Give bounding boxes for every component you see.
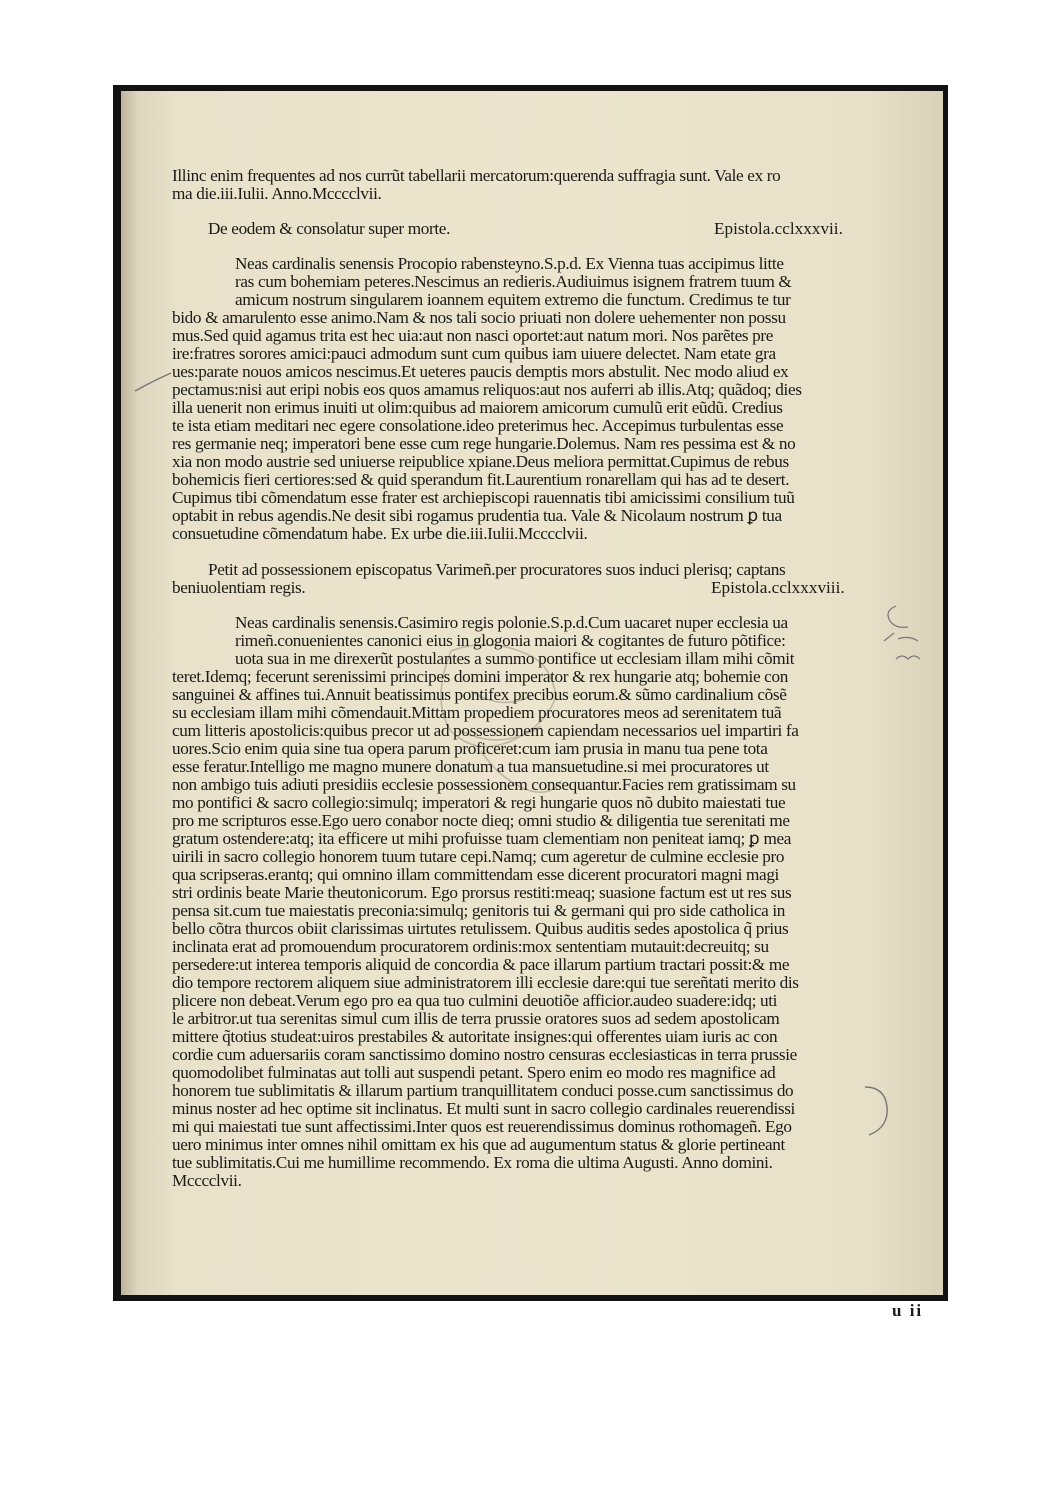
text-line: persedere:ut interea temporis aliquid de concordia & pace illarum partium tractari possit:& me	[172, 955, 790, 974]
text-line: uero minimus inter omnes nihil omittam ex his que ad augumentum status & glorie pertineant	[172, 1135, 785, 1154]
text-line: pectamus:nisi aut eripi nobis eos quos amamus reliquos:aut nos auferri ab illis.Atq; quãdoq; dies	[172, 380, 802, 399]
text-line: uota sua in me direxerũt postulantes a summo pontifice ut ecclesiam illam mihi cõmit	[235, 649, 795, 668]
text-line: Neas cardinalis senensis Procopio rabensteyno.S.p.d. Ex Vienna tuas accipimus litte	[235, 254, 784, 273]
text-line: pro me scripturos esse.Ego uero conabor nocte dieq; omni studio & diligentia tue serenitati me	[172, 811, 790, 830]
text-line: ire:fratres sorores amici:pauci admodum sunt cum quibus iam uiuere delectet. Nam etate gra	[172, 344, 776, 363]
epistle-number: Epistola.cclxxxvii.	[714, 219, 843, 238]
text-line: stri ordinis beate Marie theutonicorum. Ego prorsus restiti:meaq; suasione factum est ut res sus	[172, 883, 792, 902]
text-line: cordie cum aduersariis coram sanctissimo domino nostro censuras ecclesiasticas in terra prussie	[172, 1045, 797, 1064]
margin-annotation	[133, 361, 173, 401]
signature-mark: u ii	[892, 1301, 924, 1320]
text-line: bello cõtra thurcos obiit clarissimas uirtutes retulissem. Quibus auditis sedes apostolica q̃ prius	[172, 919, 789, 938]
text-line: qua scripseras.erantq; qui omnino illam committendam esse dicerent procuratori magni magi	[172, 865, 779, 884]
text-line: mus.Sed quid agamus trita est hec uia:aut non nasci oportet:aut natum mori. Nos parẽtes pre	[172, 326, 774, 345]
text-line: plicere non debeat.Verum ego pro ea qua tuo culmini deuotiõe afficior.audeo suadere:idq; uti	[172, 991, 778, 1010]
text-line: uirili in sacro collegio honorem tuum tutare cepi.Namq; cum ageretur de culmine ecclesie pro	[172, 847, 785, 866]
text-line: bohemicis fieri certiores:sed & quid sperandum fit.Laurentium ronarellam qui has ad te desert.	[172, 470, 790, 489]
letter-title: Petit ad possessionem episcopatus Varimeñ.per procuratores suos induci plerisq; captans	[208, 560, 786, 579]
text-line: teret.Idemq; fecerunt serenissimi principes domini imperator & rex hungarie atq; bohemie con	[172, 667, 788, 686]
text-line: cum litteris apostolicis:quibus precor ut ad possessionem capiendam necessarios uel impartiri fa	[172, 721, 799, 740]
text-line: ues:parate nouos amicos nescimus.Et ueteres paucis demptis mors abstulit. Nec modo aliud ex	[172, 362, 789, 381]
text-line: uores.Scio enim quia sine tua opera parum proficeret:cum iam prusia in manu tua pene tota	[172, 739, 768, 758]
text-line: pensa sit.cum tue maiestatis preconia:simulq; genitoris tui & germani qui pro side catholica in	[172, 901, 786, 920]
text-line: mittere q̃totius studeat:uiros prestabiles & autoritate insignes:qui offerentes uiam iuris ac con	[172, 1027, 778, 1046]
margin-annotation	[859, 1081, 899, 1141]
text-line: minus noster ad hec optime sit inclinatus. Et multi sunt in sacro collegio cardinales reuerendissi	[172, 1099, 795, 1118]
text-line: optabit in rebus agendis.Ne desit sibi rogamus prudentia tua. Vale & Nicolaum nostrum ꝑ tua	[172, 506, 782, 525]
text-line: Mcccclvii.	[172, 1171, 242, 1190]
text-line: consuetudine cõmendatum habe. Ex urbe die.iii.Iulii.Mcccclvii.	[172, 524, 588, 543]
text-line: Neas cardinalis senensis.Casimiro regis polonie.S.p.d.Cum uacaret nuper ecclesia ua	[235, 613, 788, 632]
letter-title: beniuolentiam regis.	[172, 578, 306, 597]
text-line: illa uenerit non erimus inuiti ut olim:quibus ad maiorem amicorum cumulũ erit eũdũ. Credius	[172, 398, 783, 417]
text-line: gratum ostendere:atq; ita efficere ut mihi profuisse tuam clementiam non peniteat iamq; ꝑ mea	[172, 829, 792, 848]
text-line: Cupimus tibi cõmendatum esse frater est archiepiscopi rauennatis tibi amicissimi consilium tuũ	[172, 488, 795, 507]
margin-annotation	[876, 601, 936, 671]
text-line: bido & amarulento esse animo.Nam & nos tali socio priuati non dolere uehementer non possu	[172, 308, 786, 327]
text-line: inclinata erat ad promouendum procuratorem ordinis:mox sententiam mutauit:decreuitq; su	[172, 937, 769, 956]
text-line: mo pontifici & sacro collegio:simulq; imperatori & regi hungarie quos nõ dubito maiestati tue	[172, 793, 786, 812]
text-line: xia non modo austrie sed uniuerse reipublice xpiane.Deus meliora permittat.Cupimus de rebus	[172, 452, 789, 471]
text-line: quomodolibet fulminatas aut tolli aut suspendi petant. Spero enim eo modo res magnifice ad	[172, 1063, 776, 1082]
text-line: amicum nostrum singularem ioannem equitem extremo die functum. Credimus te tur	[235, 290, 791, 309]
text-line: le arbitror.ut tua serenitas simul cum illis de terra prussie oratores suos ad sedem apostolicam	[172, 1009, 780, 1028]
text-line: rimeñ.conuenientes canonici eius in glogonia maiori & cogitantes de futuro põtifice:	[235, 631, 786, 650]
text-line: sanguinei & affines tui.Annuit beatissimus pontifex precibus eorum.& sũmo cardinalium cõsẽ	[172, 685, 787, 704]
text-line: mi qui maiestati tue sunt affectissimi.Inter quos est reuerendissimus dominus rothomageñ. Ego	[172, 1117, 792, 1136]
text-line: esse feratur.Intelligo me magno munere donatum a tua mansuetudine.si mei procuratores ut	[172, 757, 769, 776]
text-line: tue sublimitatis.Cui me humillime recommendo. Ex roma die ultima Augusti. Anno domini.	[172, 1153, 773, 1172]
book-page	[121, 91, 943, 1320]
text-line: dio tempore rectorem aliquem siue administratorem illi ecclesie dare:qui tue sereñtati merito dis	[172, 973, 799, 992]
letter-heading: De eodem & consolatur super morte.	[208, 219, 451, 238]
text-line: honorem tue sublimitatis & illarum partium tranquillitatem conduci posse.cum sanctissimus do	[172, 1081, 794, 1100]
text-line: te ista etiam meditari nec egere consolatione.ideo preterimus hec. Accepimus turbulentas esse	[172, 416, 784, 435]
text-line: res germanie neq; imperatori bene esse cum rege hungarie.Dolemus. Nam res pessima est & no	[172, 434, 796, 453]
text-line: su ecclesiam illam mihi cõmendauit.Mittam propediem procuratores meos ad serenitatem tuã	[172, 703, 782, 722]
text-line: non ambigo tuis adiuti presidiis ecclesie possessionem consequantur.Facies rem gratissimam su	[172, 775, 796, 794]
scanned-page-frame	[113, 85, 948, 1320]
epistle-number: Epistola.cclxxxviii.	[711, 578, 845, 597]
text-line: ras cum bohemiam peteres.Nescimus an redieris.Audiuimus isignem fratrem tuum &	[235, 272, 792, 291]
text-line: Illinc enim frequentes ad nos currũt tabellarii mercatorum:querenda suffragia sunt. Vale ex ro	[172, 166, 781, 185]
text-line: ma die.iii.Iulii. Anno.Mcccclvii.	[172, 184, 382, 203]
